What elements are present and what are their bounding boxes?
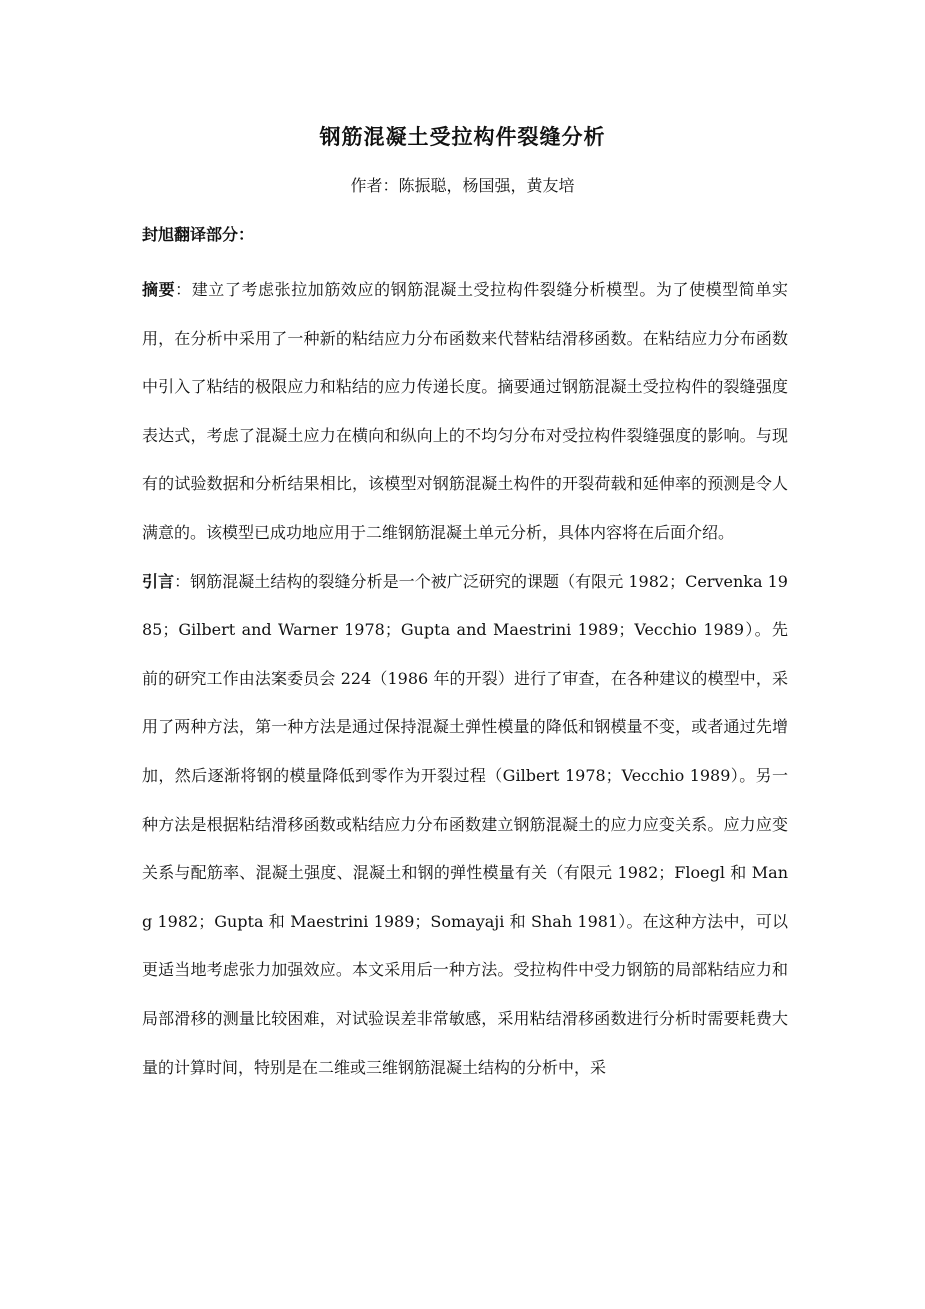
abstract-text: 建立了考虑张拉加筋效应的钢筋混凝土受拉构件裂缝分析模型。为了使模型简单实用，在分析中采用了一种新的粘结应力分布函数来代替粘结滑移函数。在粘结应力分布函数中引入了粘结的极限应力和粘结的应力传递长度。摘要通过钢筋混凝土受拉构件的裂缝强度表达式，考虑了混凝土应力在横向和纵向上的不均匀分布对受拉构件裂缝强度的影响。与现有的试验数据和分析结果相比，该模型对钢筋混凝土构件的开裂荷载和延伸率的预测是令人满意的。该模型已成功地应用于二维钢筋混凝土单元分析，具体内容将在后面介绍。 [142,280,788,542]
abstract-paragraph [142,266,788,558]
body-text [142,266,788,1092]
abstract-label: 摘要 [142,280,176,299]
translator-heading: 封旭翻译部分： [142,225,255,244]
introduction-separator: ： [174,571,191,591]
introduction-label: 引言 [142,571,175,591]
abstract-separator: ： [175,280,192,299]
document-title: 钢筋混凝土受拉构件裂缝分析 [319,124,606,149]
introduction-paragraph [142,558,788,1093]
author-line: 作者：陈振聪，杨国强，黄友培 [350,176,575,195]
introduction-text: 钢筋混凝土结构的裂缝分析是一个被广泛研究的课题（有限元 1982；Cervenka 1985；Gilbert and Warner 1978；Gupta and Maestrini 1989；Vecchio 1989）。先前的研究工作由法案委员会 224（1986 年的开裂）进行了审查，在各种建议的模型中，采用了两种方法，第一种方法是通过保持混凝土弹性模量的降低和钢模量不变，或者通过先增加，然后逐渐将钢的模量降低到零作为开裂过程（Gilbert 1978；Vecchio 1989）。另一种方法是根据粘结滑移函数或粘结应力分布函数建立钢筋混凝土的应力应变关系。应力应变关系与配筋率、混凝土强度、混凝土和钢的弹性模量有关（有限元 1982；Floegl 和 Mang 1982；Gupta 和 Maestrini 1989；Somayaji 和 Shah 1981）。在这种方法中，可以更适当地考虑张力加强效应。本文采用后一种方法。受拉构件中受力钢筋的局部粘结应力和局部滑移的测量比较困难，对试验误差非常敏感，采用粘结滑移函数进行分析时需要耗费大量的计算时间，特别是在二维或三维钢筋混凝土结构的分析中，采 [142,571,788,1077]
